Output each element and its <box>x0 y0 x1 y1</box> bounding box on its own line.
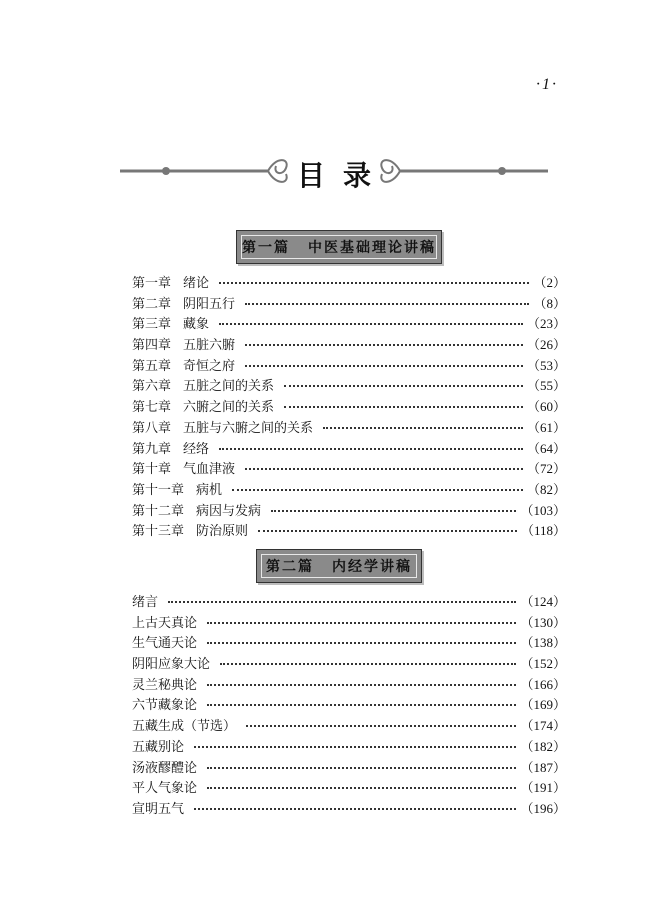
dot-leader <box>194 807 516 810</box>
chapter-title: 防治原则 <box>196 524 249 540</box>
page-ref: （23） <box>526 316 566 332</box>
chapter-number: 第十章 <box>132 462 172 478</box>
page-ref: （82） <box>526 481 566 497</box>
toc-entry[interactable] <box>132 500 566 521</box>
toc-entry[interactable] <box>132 757 566 778</box>
part-heading-2 <box>256 549 422 583</box>
page-ref: （138） <box>520 635 566 651</box>
toc-entry[interactable] <box>132 396 566 417</box>
chapter-number: 第十二章 <box>132 503 185 519</box>
chapter-title: 平人气象论 <box>132 781 198 797</box>
page-ref: （60） <box>526 399 566 415</box>
chapter-number: 第四章 <box>132 338 172 354</box>
dot-leader <box>168 600 516 603</box>
page-ref: （64） <box>526 440 566 456</box>
part-heading-label <box>266 556 412 576</box>
toc-entry[interactable] <box>132 715 566 736</box>
chapter-title: 经络 <box>183 441 210 457</box>
chapter-number: 第八章 <box>132 420 172 436</box>
dot-leader <box>246 724 516 727</box>
part-number: 第二篇 <box>266 559 314 575</box>
chapter-title: 六节藏象论 <box>132 698 198 714</box>
dot-leader <box>219 447 523 450</box>
page-title: 目录 <box>296 159 389 192</box>
page-ref: （2） <box>533 275 566 290</box>
chapter-title: 阴阳应象大论 <box>132 657 211 673</box>
page-ref: （61） <box>526 419 566 435</box>
dot-leader <box>284 405 523 408</box>
chapter-title: 生气通天论 <box>132 636 198 652</box>
toc-entry[interactable] <box>132 777 566 798</box>
part-heading-label <box>242 237 436 257</box>
dot-leader <box>245 302 529 305</box>
page-ref: （166） <box>520 676 566 692</box>
page-ref: （191） <box>520 780 566 796</box>
chapter-number: 第九章 <box>132 441 172 457</box>
contents-title-banner <box>118 146 550 196</box>
toc-entry[interactable] <box>132 272 566 293</box>
toc-entry[interactable] <box>132 612 566 633</box>
page-ref: （130） <box>520 614 566 630</box>
chapter-number: 第七章 <box>132 400 172 416</box>
page-ref: （53） <box>526 357 566 373</box>
dot-leader <box>194 745 516 748</box>
toc-list-part-1 <box>132 272 566 541</box>
dot-leader <box>220 662 516 665</box>
part-title: 中医基础理论讲稿 <box>308 240 436 256</box>
toc-entry[interactable] <box>132 355 566 376</box>
chapter-title: 绪言 <box>132 595 159 610</box>
page-ref: （169） <box>520 697 566 713</box>
dot-leader <box>271 509 516 512</box>
toc-entry[interactable] <box>132 334 566 355</box>
toc-entry[interactable] <box>132 293 566 314</box>
chapter-title: 六腑之间的关系 <box>183 400 275 416</box>
chapter-title: 病机 <box>196 482 223 498</box>
chapter-number: 第十三章 <box>132 524 185 540</box>
chapter-title: 五藏别论 <box>132 739 185 755</box>
chapter-title: 宣明五气 <box>132 801 185 817</box>
part-number: 第一篇 <box>242 240 290 256</box>
chapter-title: 绪论 <box>183 276 210 291</box>
dot-leader <box>245 467 523 470</box>
dot-leader <box>207 683 516 686</box>
chapter-number: 第六章 <box>132 379 172 395</box>
chapter-number: 第一章 <box>132 276 172 291</box>
dot-leader <box>245 343 523 346</box>
chapter-title: 阴阳五行 <box>183 296 236 312</box>
dot-leader <box>258 529 517 532</box>
chapter-title: 藏象 <box>183 317 210 333</box>
dot-leader <box>207 703 516 706</box>
page-ref: （26） <box>526 337 566 353</box>
chapter-title: 气血津液 <box>183 462 236 478</box>
dot-leader <box>207 766 516 769</box>
dot-leader <box>219 281 529 284</box>
page-ref: （196） <box>520 800 566 816</box>
chapter-title: 病因与发病 <box>196 503 262 519</box>
toc-entry[interactable] <box>132 458 566 479</box>
dot-leader <box>232 488 523 491</box>
toc-entry[interactable] <box>132 479 566 500</box>
chapter-number: 第十一章 <box>132 482 185 498</box>
toc-list-part-2 <box>132 591 566 819</box>
part-heading-1 <box>236 230 442 264</box>
page-ref: （72） <box>526 461 566 477</box>
toc-entry[interactable] <box>132 313 566 334</box>
chapter-title: 上古天真论 <box>132 615 198 631</box>
chapter-number: 第二章 <box>132 296 172 312</box>
dot-leader <box>245 364 523 367</box>
dot-leader <box>207 621 516 624</box>
page-ref: （103） <box>520 502 566 518</box>
page-ref: （124） <box>520 594 566 609</box>
dot-leader <box>219 322 523 325</box>
dot-leader <box>207 786 516 789</box>
toc-entry[interactable] <box>132 674 566 695</box>
toc-entry[interactable] <box>132 736 566 757</box>
dot-leader <box>284 384 523 387</box>
toc-entry[interactable] <box>132 591 566 612</box>
chapter-title: 灵兰秘典论 <box>132 677 198 693</box>
toc-entry[interactable] <box>132 632 566 653</box>
chapter-title: 五藏生成（节选） <box>132 719 237 735</box>
chapter-number: 第五章 <box>132 358 172 374</box>
chapter-title: 奇恒之府 <box>183 358 236 374</box>
chapter-title: 汤液醪醴论 <box>132 760 198 776</box>
toc-entry[interactable] <box>132 375 566 396</box>
page-number: ·1· <box>536 76 558 93</box>
page-ref: （174） <box>520 718 566 734</box>
toc-entry[interactable] <box>132 520 566 541</box>
page-ref: （8） <box>533 295 566 311</box>
dot-leader <box>323 426 523 429</box>
page-ref: （182） <box>520 738 566 754</box>
chapter-title: 五脏六腑 <box>183 338 236 354</box>
page-ref: （152） <box>520 656 566 672</box>
page-ref: （187） <box>520 759 566 775</box>
toc-entry[interactable] <box>132 653 566 674</box>
toc-entry[interactable] <box>132 694 566 715</box>
chapter-title: 五脏与六腑之间的关系 <box>183 420 314 436</box>
dot-leader <box>207 641 516 644</box>
page-ref: （118） <box>520 523 566 539</box>
toc-entry[interactable] <box>132 438 566 459</box>
page-ref: （55） <box>526 378 566 394</box>
part-title: 内经学讲稿 <box>332 559 412 575</box>
toc-entry[interactable] <box>132 417 566 438</box>
toc-entry[interactable] <box>132 798 566 819</box>
chapter-number: 第三章 <box>132 317 172 333</box>
chapter-title: 五脏之间的关系 <box>183 379 275 395</box>
